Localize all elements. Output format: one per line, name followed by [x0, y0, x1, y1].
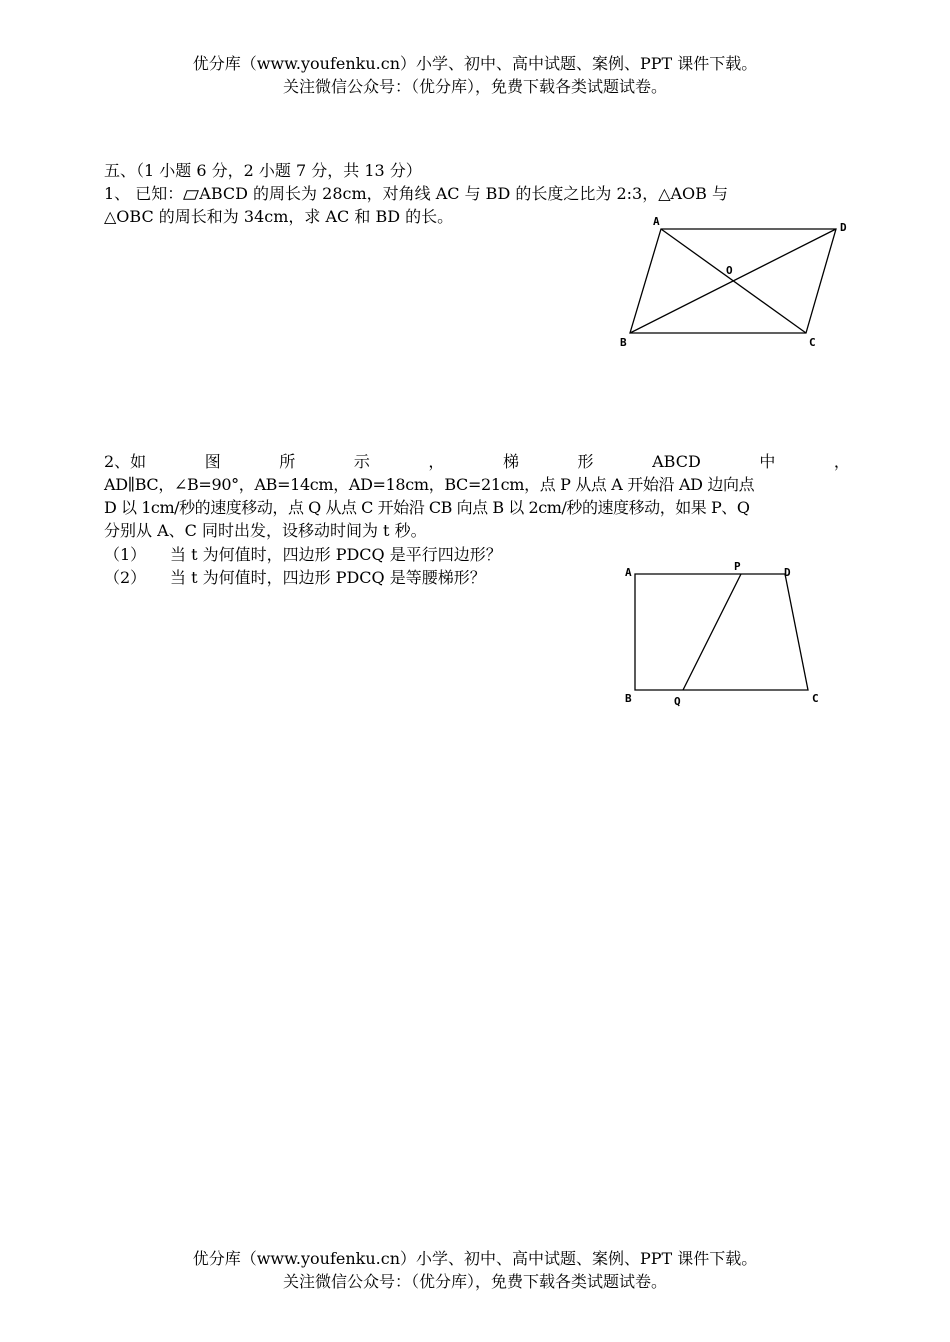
diagonal-bd	[630, 229, 836, 333]
q1-line-1	[104, 182, 728, 205]
label-o: O	[726, 264, 733, 277]
q2-word: 示	[353, 452, 370, 471]
q2-word: ，	[833, 452, 850, 471]
q2-word: ，	[428, 452, 445, 471]
q2-line-1	[104, 450, 850, 473]
label-b: B	[620, 336, 627, 349]
q2-word: 2、如	[104, 452, 147, 471]
footer-line-1: 优分库（www.youfenku.cn）小学、初中、高中试题、案例、PPT 课件下载。	[192, 1249, 758, 1268]
q1-line-2: △OBC 的周长和为 34cm，求 AC 和 BD 的长。	[104, 207, 454, 226]
q2-word: 图	[204, 452, 221, 471]
label-a: A	[625, 566, 632, 579]
q2-word: 所	[279, 452, 296, 471]
label-a: A	[653, 215, 660, 228]
header-line-2: 关注微信公众号：（优分库），免费下载各类试题试卷。	[282, 77, 667, 96]
q2-line-4: 分别从 A、C 同时出发，设移动时间为 t 秒。	[104, 521, 427, 540]
label-d: D	[784, 566, 791, 579]
label-d: D	[840, 221, 847, 234]
q2-sub-2-number: （2）	[104, 568, 147, 587]
trapezoid-figure	[615, 555, 835, 715]
q2-sub-1-text: 当 t 为何值时，四边形 PDCQ 是平行四边形？	[170, 545, 502, 564]
q2-sub-2-text: 当 t 为何值时，四边形 PDCQ 是等腰梯形？	[170, 568, 486, 587]
q2-line-2: AD∥BC，∠B=90°，AB=14cm，AD=18cm，BC=21cm，点 P 从点 A 开始沿 AD 边向点	[104, 475, 755, 494]
q2-word: 中	[759, 452, 776, 471]
label-p: P	[734, 560, 741, 573]
segment-pq	[683, 574, 741, 690]
q2-word: 形	[577, 452, 594, 471]
q2-word: 梯	[502, 452, 519, 471]
section-title: 五、（1 小题 6 分，2 小题 7 分，共 13 分）	[104, 161, 422, 180]
q2-word: ABCD	[652, 452, 701, 471]
label-c: C	[812, 692, 819, 705]
q2-sub-1-number: （1）	[104, 545, 147, 564]
parallelogram-icon	[183, 190, 199, 200]
label-b: B	[625, 692, 632, 705]
label-q: Q	[674, 695, 681, 708]
label-c: C	[809, 336, 816, 349]
q1-line-1-rest: ABCD 的周长为 28cm，对角线 AC 与 BD 的长度之比为 2:3，△AOB 与	[199, 184, 729, 203]
parallelogram-figure	[615, 212, 860, 352]
q1-line-1-prefix: 1、 已知：	[104, 184, 184, 203]
q2-line-3: D 以 1cm/秒的速度移动，点 Q 从点 C 开始沿 CB 向点 B 以 2cm/秒的速度移动，如果 P、Q	[104, 498, 750, 517]
footer-line-2: 关注微信公众号：（优分库），免费下载各类试题试卷。	[282, 1272, 667, 1291]
header-line-1: 优分库（www.youfenku.cn）小学、初中、高中试题、案例、PPT 课件下载。	[192, 54, 758, 73]
trapezoid-outline	[635, 574, 808, 690]
